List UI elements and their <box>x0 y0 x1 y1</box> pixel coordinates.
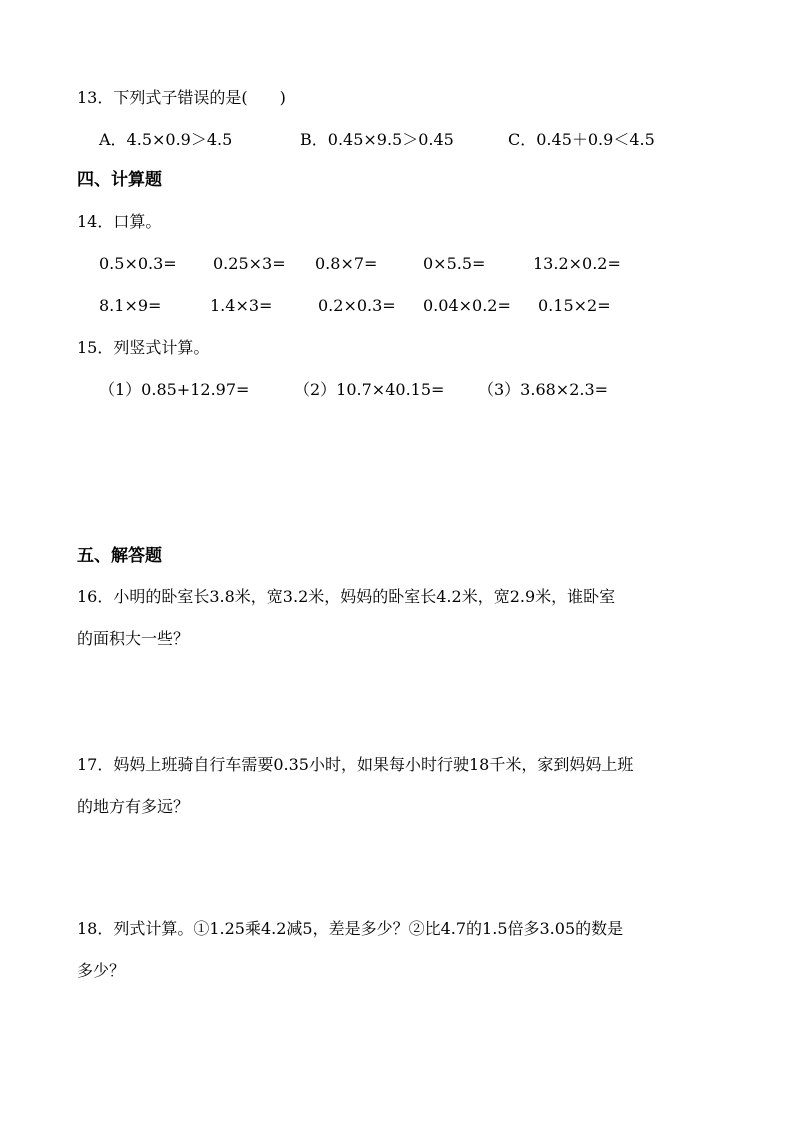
question-14-stem: 14．口算。 <box>77 212 162 231</box>
oral-calc-1-2: 0.25×3= <box>213 254 286 273</box>
section-4-title: 四、计算题 <box>77 170 162 190</box>
question-18-line-2: 多少？ <box>77 961 126 980</box>
oral-calc-1-3: 0.8×7= <box>315 254 378 273</box>
oral-calc-2-1: 8.1×9= <box>99 296 162 315</box>
question-16-line-2: 的面积大一些？ <box>77 629 190 648</box>
vertical-calc-1: （1）0.85+12.97= <box>99 380 250 399</box>
question-13-stem: 13．下列式子错误的是( ) <box>77 88 286 107</box>
oral-calc-1-4: 0×5.5= <box>423 254 486 273</box>
oral-calc-1-5: 13.2×0.2= <box>533 254 621 273</box>
oral-calc-2-2: 1.4×3= <box>210 296 273 315</box>
question-13-option-c: C．0.45＋0.9＜4.5 <box>508 130 655 149</box>
question-17-line-2: 的地方有多远？ <box>77 797 190 816</box>
oral-calc-1-1: 0.5×0.3= <box>99 254 177 273</box>
question-15-stem: 15．列竖式计算。 <box>77 338 210 357</box>
vertical-calc-3: （3）3.68×2.3= <box>478 380 609 399</box>
question-13-option-a: A．4.5×0.9＞4.5 <box>99 130 233 149</box>
oral-calc-2-4: 0.04×0.2= <box>423 296 511 315</box>
section-5-title: 五、解答题 <box>77 546 162 566</box>
vertical-calc-2: （2）10.7×40.15= <box>294 380 445 399</box>
oral-calc-2-5: 0.15×2= <box>538 296 611 315</box>
question-16-line-1: 16．小明的卧室长3.8米，宽3.2米，妈妈的卧室长4.2米，宽2.9米，谁卧室 <box>77 587 616 606</box>
question-17-line-1: 17．妈妈上班骑自行车需要0.35小时，如果每小时行驶18千米，家到妈妈上班 <box>77 755 634 774</box>
oral-calc-2-3: 0.2×0.3= <box>318 296 396 315</box>
question-18-line-1: 18．列式计算。①1.25乘4.2减5，差是多少？②比4.7的1.5倍多3.05的数是 <box>77 919 624 938</box>
question-13-option-b: B．0.45×9.5＞0.45 <box>300 130 454 149</box>
